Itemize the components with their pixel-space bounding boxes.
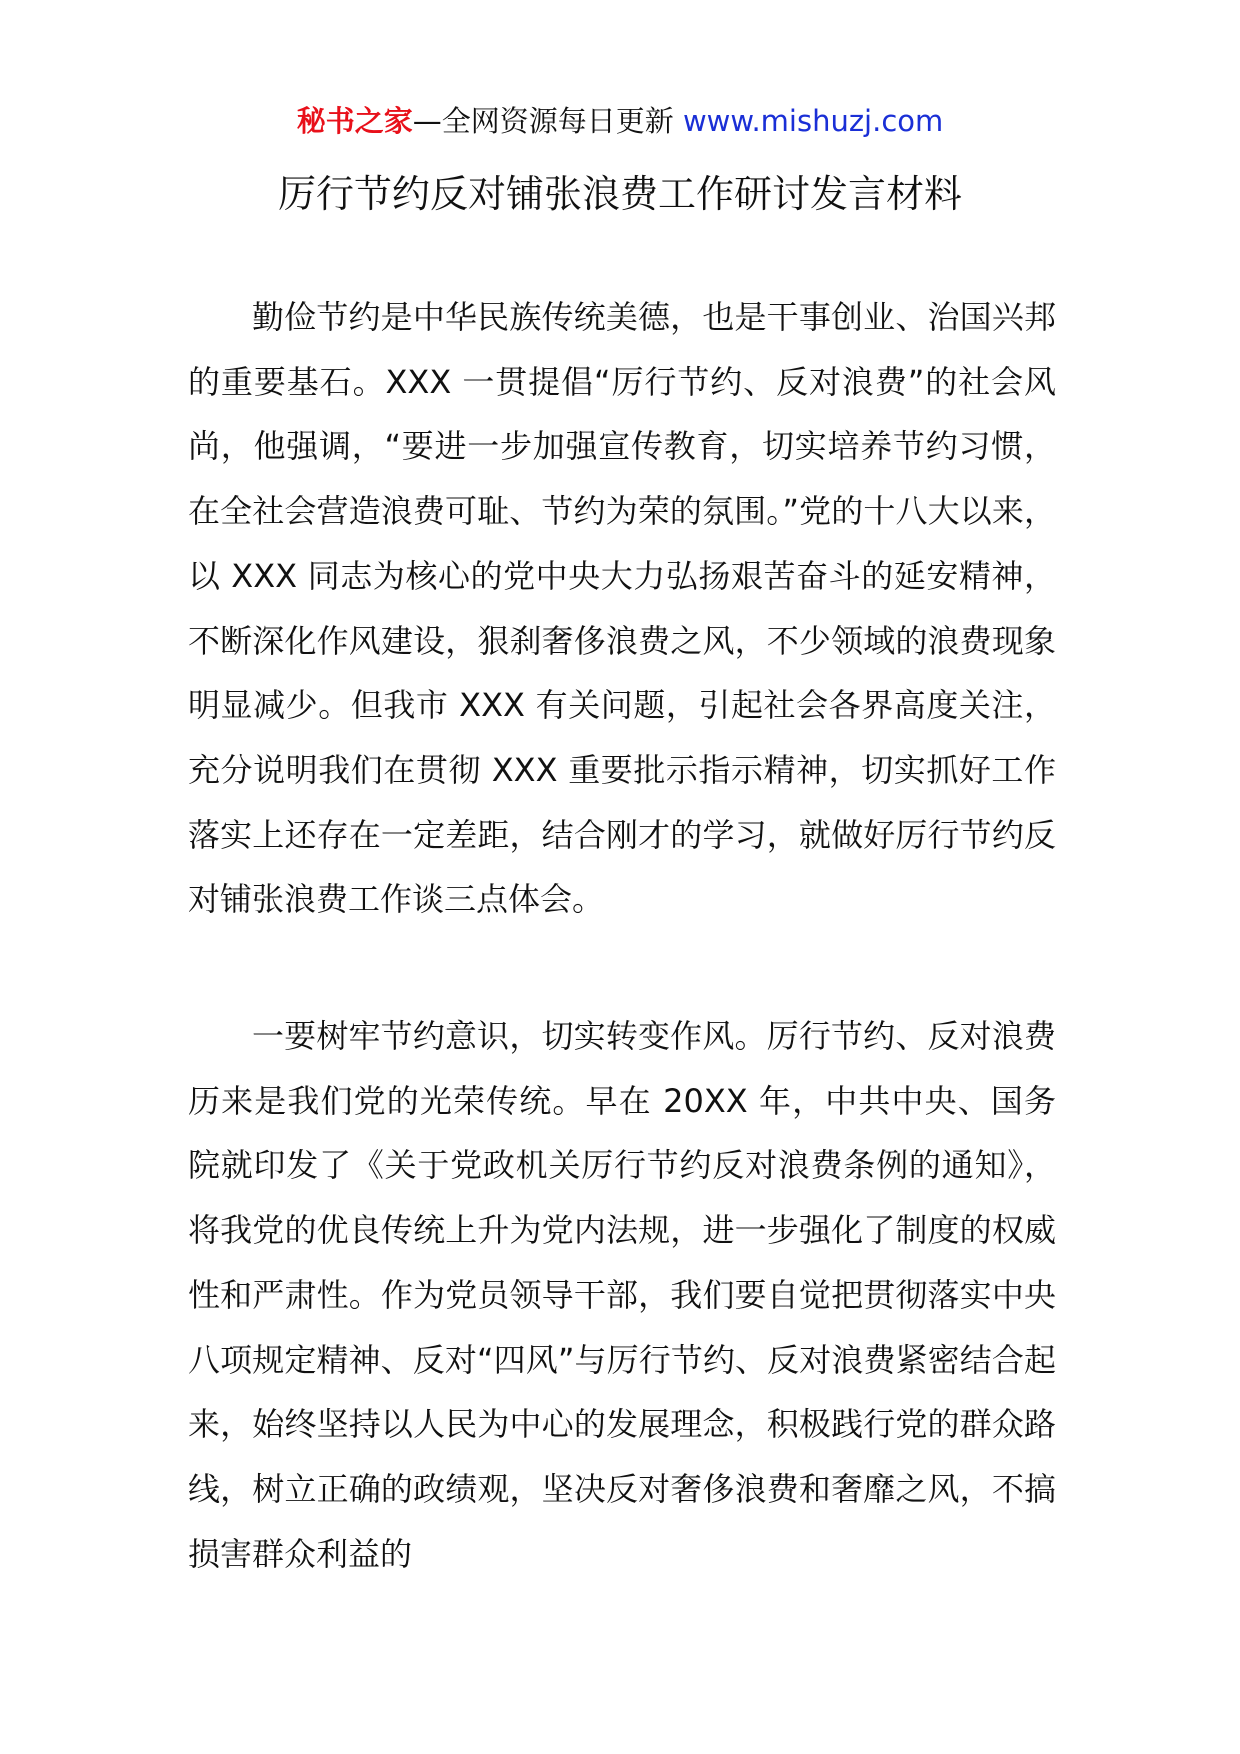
document-title: 厉行节约反对铺张浪费工作研讨发言材料 [277, 172, 962, 216]
site-banner [0, 101, 1240, 141]
site-url-link[interactable]: www.mishuzj.com [682, 104, 944, 138]
site-brand: 秘书之家 [296, 104, 413, 138]
site-tagline: —全网资源每日更新 [412, 104, 683, 138]
body-paragraph: 勤俭节约是中华民族传统美德，也是干事创业、治国兴邦的重要基石。XXX 一贯提倡“厉行节约、反对浪费”的社会风尚，他强调，“要进一步加强宣传教育，切实培养节约习惯，在全社会营造浪费可耻、节约为荣的氛围。”党的十八大以来，以 XXX 同志为核心的党中央大力弘扬艰苦奋斗的延安精神，不断深化作风建设，狠刹奢侈浪费之风，不少领域的浪费现象明显减少。但我市 XXX 有关问题，引起社会各界高度关注，充分说明我们在贯彻 XXX 重要批示指示精神，切实抓好工作落实上还存在一定差距，结合刚才的学习，就做好厉行节约反对铺张浪费工作谈三点体会。 [188, 298, 1056, 919]
body-paragraph: 一要树牢节约意识，切实转变作风。厉行节约、反对浪费历来是我们党的光荣传统。早在 20XX 年，中共中央、国务院就印发了《关于党政机关厉行节约反对浪费条例的通知》，将我党的优良传统上升为党内法规，进一步强化了制度的权威性和严肃性。作为党员领导干部，我们要自觉把贯彻落实中央八项规定精神、反对“四风”与厉行节约、反对浪费紧密结合起来，始终坚持以人民为中心的发展理念，积极践行党的群众路线，树立正确的政绩观，坚决反对奢侈浪费和奢靡之风，不搞损害群众利益的 [188, 1017, 1056, 1573]
